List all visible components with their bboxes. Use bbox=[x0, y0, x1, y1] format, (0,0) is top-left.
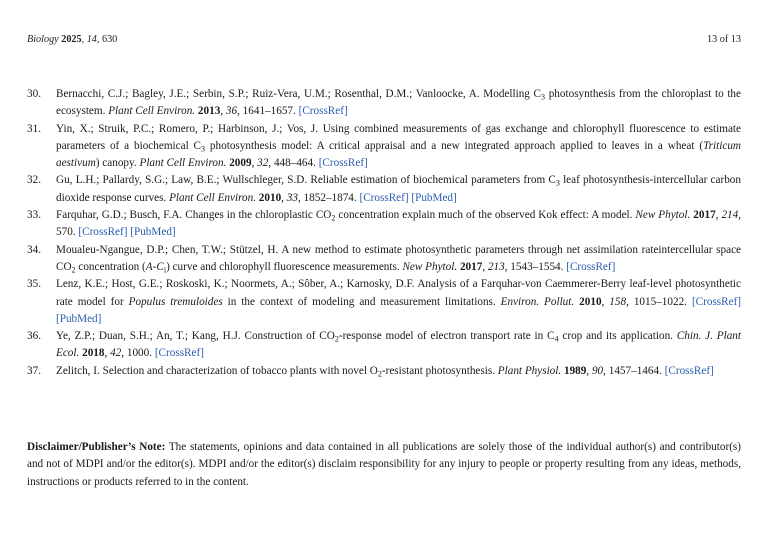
pubmed-link[interactable]: [PubMed] bbox=[411, 191, 457, 204]
journal-citation: Biology 2025, 14, 630 bbox=[27, 34, 118, 45]
crossref-link[interactable]: [CrossRef] bbox=[154, 347, 204, 360]
reference-number: 34. bbox=[27, 243, 41, 256]
reference-number: 31. bbox=[27, 122, 41, 135]
reference-text: Yin, X.; Struik, P.C.; Romero, P.; Harbinson, J.; Vos, J. Using combined measurements of gas exchange and chlorophyll fluorescence to estimate parameters of a biochemical $C_3$ photosynthesis model: A critical appraisal and a new integrated approach applied to leaves in a wheat (Triticum aestivum) canopy. Plant Cell Environ. 2009, 32, 448–464. [CrossRef] bbox=[56, 122, 741, 170]
reference-text: Farquhar, G.D.; Busch, F.A. Changes in the chloroplastic $CO_2$ concentration explain much of the observed Kok effect: A model. New Phytol. 2017, 214, 570. [CrossRef] [PubMed] bbox=[56, 209, 742, 239]
journal-name: Biology bbox=[27, 34, 59, 45]
reference-item bbox=[27, 121, 741, 173]
journal-year: 2025 bbox=[61, 34, 82, 45]
reference-text: Bernacchi, C.J.; Bagley, J.E.; Serbin, S.P.; Ruiz-Vera, U.M.; Rosenthal, D.M.; Vanloocke, A. Modelling $C_3$ photosynthesis from the chloroplast to the ecosystem. Plant Cell Environ. 2013, 36, 1641–1657. [CrossRef] bbox=[56, 88, 741, 118]
article-number: 630 bbox=[101, 34, 118, 45]
page-number: 13 of 13 bbox=[707, 34, 741, 45]
reference-text: Moualeu-Ngangue, D.P.; Chen, T.W.; Stützel, H. A new method to estimate photosynthetic parameters through net assimilation rateintercellular space $CO_2$ concentration $(A-C_i)$ curve and chlorophyll fluorescence measurements. New Phytol. 2017, 213, 1543–1554. [CrossRef] bbox=[56, 243, 741, 275]
pubmed-link[interactable]: [PubMed] bbox=[130, 226, 176, 239]
reference-item bbox=[27, 242, 741, 277]
reference-number: 36. bbox=[27, 330, 41, 343]
page-header bbox=[27, 34, 741, 52]
reference-text: Gu, L.H.; Pallardy, S.G.; Law, B.E.; Wullschleger, S.D. Reliable estimation of biochemical parameters from $C_3$ leaf photosynthesis-intercellular carbon dioxide response curves. Plant Cell Environ. 2010, 33, 1852–1874. [CrossRef] [PubMed] bbox=[56, 174, 741, 204]
reference-item bbox=[27, 328, 741, 363]
disclaimer-text: The statements, opinions and data contained in all publications are solely those of the individual author(s) and contributor(s) and not of MDPI and/or the editor(s). MDPI and/or the editor(s) disclaim responsibility for any injury to people or property resulting from any ideas, methods, instructions or products referred to in the content. bbox=[27, 441, 741, 488]
crossref-link[interactable]: [CrossRef] bbox=[691, 295, 742, 308]
crossref-link[interactable]: [CrossRef] bbox=[664, 364, 714, 377]
crossref-link[interactable]: [CrossRef] bbox=[566, 260, 616, 273]
reference-text: Zelitch, I. Selection and characterization of tobacco plants with novel $O_2$-resistant photosynthesis. Plant Physiol. 1989, 90, 1457–1464. [CrossRef] bbox=[56, 364, 714, 379]
reference-text: Ye, Z.P.; Duan, S.H.; An, T.; Kang, H.J. Construction of $CO_2$-response model of electron transport rate in $C_4$ crop and its application. Chin. J. Plant Ecol. 2018, 42, 1000. [CrossRef] bbox=[56, 330, 741, 360]
crossref-link[interactable]: [CrossRef] bbox=[318, 157, 368, 170]
reference-number: 33. bbox=[27, 209, 41, 222]
reference-list bbox=[27, 86, 741, 380]
reference-item bbox=[27, 86, 741, 121]
reference-text: Lenz, K.E.; Host, G.E.; Roskoski, K.; Noormets, A.; Sôber, A.; Karnosky, D.F. Analysis of a Farquhar-von Caemmerer-Berry leaf-level photosynthetic rate model for Populus tremuloides in the context of modeling and measurement limitations. Environ. Pollut. 2010, 158, 1015–1022. [CrossRef] [PubMed] bbox=[56, 278, 742, 325]
crossref-link[interactable]: [CrossRef] bbox=[298, 105, 348, 118]
reference-item bbox=[27, 207, 741, 242]
reference-item bbox=[27, 276, 741, 328]
crossref-link[interactable]: [CrossRef] bbox=[78, 226, 128, 239]
journal-volume: 14 bbox=[86, 34, 97, 45]
reference-item bbox=[27, 172, 741, 207]
reference-number: 35. bbox=[27, 278, 41, 291]
reference-number: 32. bbox=[27, 174, 41, 187]
pubmed-link[interactable]: [PubMed] bbox=[56, 312, 102, 325]
reference-item bbox=[27, 363, 741, 380]
reference-number: 30. bbox=[27, 88, 41, 100]
reference-number: 37. bbox=[27, 364, 41, 377]
disclaimer-title: Disclaimer/Publisher’s Note: bbox=[27, 441, 166, 453]
disclaimer-note bbox=[27, 439, 741, 491]
crossref-link[interactable]: [CrossRef] bbox=[359, 191, 409, 204]
